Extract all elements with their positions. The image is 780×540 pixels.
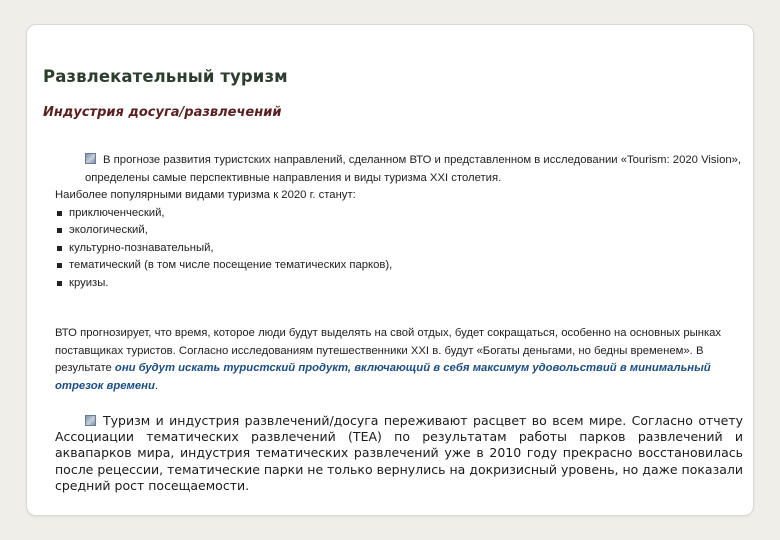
bullet-square-icon xyxy=(85,153,96,164)
industry-paragraph: Туризм и индустрия развлечений/досуга переживают расцвет во всем мире. Согласно отчету Ассоциации тематических развлечений (TEA) по результатам работы парков развлечений и аквапарков мира, индустрия тематических развлечений уже в 2010 году прекрасно восстановилась после рецессии, тематические парки не только вернулись на докризисный уровень, но даже показали средний рост посещаемости. xyxy=(55,413,743,493)
bullet-square-icon xyxy=(85,415,96,426)
list-item: тематический (в том числе посещение тематических парков), xyxy=(55,257,745,275)
list-item: экологический, xyxy=(55,222,745,240)
popular-intro: Наиболее популярными видами туризма к 2020 г. станут: xyxy=(55,189,356,201)
list-item: круизы. xyxy=(55,275,745,293)
slide-title: Развлекательный туризм xyxy=(43,67,288,86)
tourism-types-list xyxy=(55,205,745,293)
forecast-paragraph: В прогнозе развития туристских направлений, сделанном ВТО и представленном в исследовании «Tourism: 2020 Vision», определены самые перспективные направления и виды туризма XXI столетия. xyxy=(85,154,742,184)
forecast-block xyxy=(55,152,745,292)
wto-paragraph: ВТО прогнозирует, что время, которое люди будут выделять на свой отдых, будет сокращаться, особенно на основных рынках поставщиках туристов. Согласно исследованиям путешественники XXI в. будут «Богаты деньгами, но бедны временем». В результате они будут искать туристский продукт, включающий в себя максимум удовольствий в минимальный отрезок времени. xyxy=(55,327,722,392)
slide-card xyxy=(26,24,754,516)
list-item: приключенческий, xyxy=(55,205,745,223)
slide-subtitle: Индустрия досуга/развлечений xyxy=(43,105,282,120)
highlighted-text: они будут искать туристский продукт, включающий в себя максимум удовольствий в минимальный отрезок времени xyxy=(55,362,711,392)
list-item: культурно-познавательный, xyxy=(55,240,745,258)
